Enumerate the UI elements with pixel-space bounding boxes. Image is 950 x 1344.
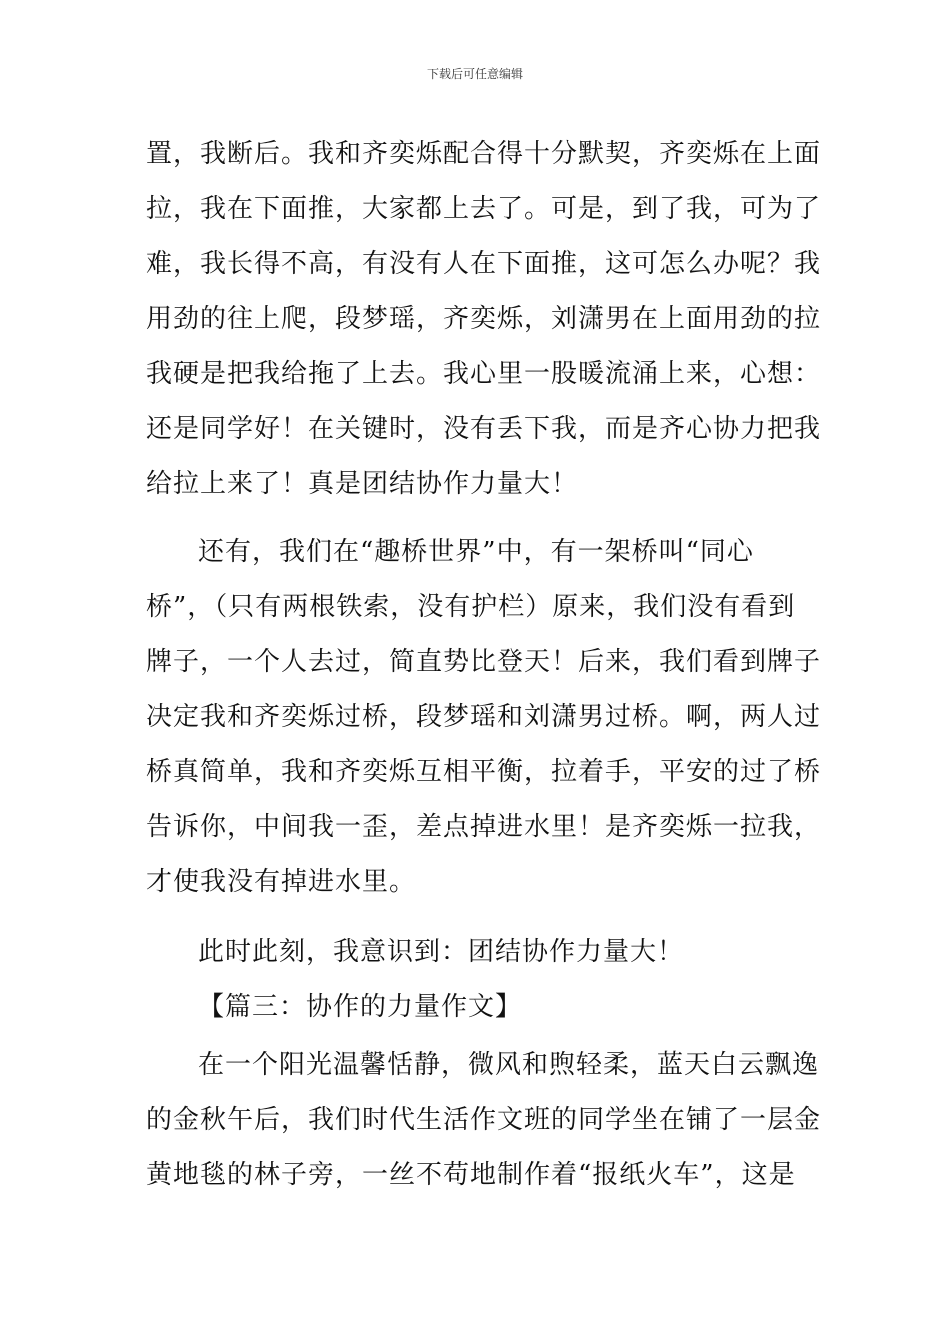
text-line: 才使我没有掉进水里。 [146,867,417,897]
text-line: 还是同学好！在关键时，没有丢下我，而是齐心协力把我 [146,414,822,444]
text-line: 此时此刻，我意识到：团结协作力量大！ [198,937,685,967]
text-line: 置，我断后。我和齐奕烁配合得十分默契，齐奕烁在上面 [146,139,822,169]
text-line: 的金秋午后，我们时代生活作文班的同学坐在铺了一层金 [146,1105,822,1135]
text-line: 告诉你，中间我一歪，差点掉进水里！是齐奕烁一拉我， [146,812,822,842]
text-line: 在一个阳光温馨恬静，微风和煦轻柔，蓝天白云飘逸 [198,1050,820,1080]
section-heading: 【篇三：协作的力量作文】 [198,992,523,1022]
text-line: 我硬是把我给拖了上去。我心里一股暖流涌上来，心想： [146,359,822,389]
text-line: 桥真简单，我和齐奕烁互相平衡，拉着手，平安的过了桥 [146,757,822,787]
text-line: 难，我长得不高，有没有人在下面推，这可怎么办呢？我 [146,249,822,279]
text-line: 用劲的往上爬，段梦瑶，齐奕烁，刘潇男在上面用劲的拉 [146,304,822,334]
text-line: 还有，我们在“趣桥世界”中，有一架桥叫“同心 [198,537,754,567]
text-line: 桥”，（只有两根铁索，没有护栏）原来，我们没有看到 [146,592,796,622]
text-line: 黄地毯的林子旁，一丝不苟地制作着“报纸火车”，这是 [146,1160,796,1190]
page-header: 下载后可任意编辑 [426,67,523,81]
text-line: 牌子，一个人去过，简直势比登天！后来，我们看到牌子 [146,647,822,677]
text-line: 给拉上来了！真是团结协作力量大！ [146,469,579,499]
text-line: 决定我和齐奕烁过桥，段梦瑶和刘潇男过桥。啊，两人过 [146,702,822,732]
text-line: 拉，我在下面推，大家都上去了。可是，到了我，可为了 [146,194,822,224]
